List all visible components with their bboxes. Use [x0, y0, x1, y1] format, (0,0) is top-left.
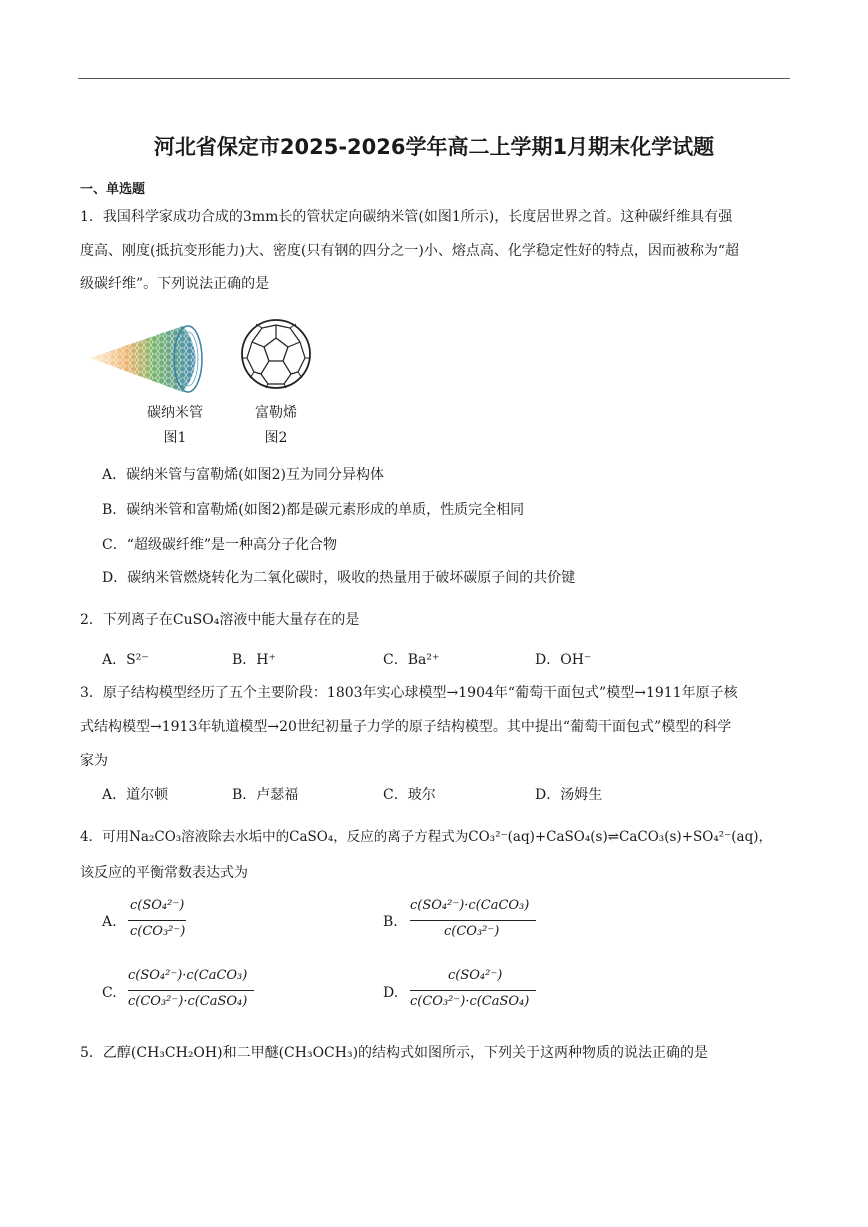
q2-option-c[interactable]: C．Ba²⁺ [383, 652, 440, 668]
q3-line-1: 3．原子结构模型经历了五个主要阶段：1803年实心球模型→1904年“葡萄干面包式”模型→1911年原子核 [80, 685, 738, 701]
figure-1-label: 图1 [163, 430, 187, 446]
q4-c-denominator: c(CO₃²⁻)·c(CaSO₄) [128, 994, 248, 1009]
carbon-nanotube-figure [88, 318, 213, 400]
q2-option-a[interactable]: A．S²⁻ [102, 652, 149, 668]
figure-1-name: 碳纳米管 [147, 405, 203, 421]
q4-d-numerator: c(SO₄²⁻) [448, 968, 503, 983]
q1-option-a[interactable]: A．碳纳米管与富勒烯(如图2)互为同分异构体 [102, 467, 384, 483]
q4-option-c-fraction[interactable] [128, 968, 258, 1020]
q4-a-fraction-bar [128, 920, 186, 921]
q4-option-d-fraction[interactable] [410, 968, 540, 1020]
q4-a-numerator: c(SO₄²⁻) [130, 898, 185, 913]
q2-stem: 2．下列离子在CuSO₄溶液中能大量存在的是 [80, 612, 360, 628]
q4-a-denominator: c(CO₃²⁻) [130, 924, 186, 939]
q1-line-1: 1．我国科学家成功合成的3mm长的管状定向碳纳米管(如图1所示)，长度居世界之首。这种碳纤维具有强 [80, 209, 733, 225]
q1-option-c[interactable]: C．“超级碳纤维”是一种高分子化合物 [102, 537, 338, 553]
q4-d-denominator: c(CO₃²⁻)·c(CaSO₄) [410, 994, 530, 1009]
q5-stem: 5．乙醇(CH₃CH₂OH)和二甲醚(CH₃OCH₃)的结构式如图所示，下列关于这两种物质的说法正确的是 [80, 1045, 709, 1061]
q3-option-a[interactable]: A．道尔顿 [102, 787, 169, 803]
page-title: 河北省保定市2025-2026学年高二上学期1月期末化学试题 [153, 135, 715, 159]
q4-option-b-label[interactable]: B. [383, 914, 398, 930]
q1-line-2: 度高、刚度(抵抗变形能力)大、密度(只有钢的四分之一)小、熔点高、化学稳定性好的特点，因而被称为“超 [80, 243, 740, 259]
q4-b-fraction-bar [410, 920, 536, 921]
section-heading: 一、单选题 [80, 182, 146, 197]
q1-option-d[interactable]: D．碳纳米管燃烧转化为二氧化碳时，吸收的热量用于破坏碳原子间的共价键 [102, 570, 576, 586]
q4-b-denominator: c(CO₃²⁻) [444, 924, 500, 939]
q4-option-a-fraction[interactable] [128, 898, 188, 950]
q4-b-numerator: c(SO₄²⁻)·c(CaCO₃) [410, 898, 530, 913]
q2-option-d[interactable]: D．OH⁻ [535, 652, 592, 668]
q3-line-3: 家为 [80, 753, 108, 769]
q4-d-fraction-bar [410, 990, 536, 991]
q4-option-a-label[interactable]: A. [102, 914, 117, 930]
q3-line-2: 式结构模型→1913年轨道模型→20世纪初量子力学的原子结构模型。其中提出“葡萄干面包式”模型的科学 [80, 719, 732, 735]
q3-option-d[interactable]: D．汤姆生 [535, 787, 603, 803]
q3-option-c[interactable]: C．玻尔 [383, 787, 436, 803]
q4-c-fraction-bar [128, 990, 254, 991]
q2-option-b[interactable]: B．H⁺ [232, 652, 276, 668]
q4-option-b-fraction[interactable] [410, 898, 540, 950]
figure-2-name: 富勒烯 [255, 405, 297, 421]
q4-stem: 4．可用Na₂CO₃溶液除去水垢中的CaSO₄，反应的离子方程式为CO₃²⁻(aq)+CaSO₄(s)⇌CaCO₃(s)+SO₄²⁻(aq)， [80, 829, 772, 845]
q1-option-b[interactable]: B．碳纳米管和富勒烯(如图2)都是碳元素形成的单质，性质完全相同 [102, 502, 525, 518]
q1-line-3: 级碳纤维”。下列说法正确的是 [80, 276, 270, 292]
q4-stem-2: 该反应的平衡常数表达式为 [80, 865, 248, 881]
header-rule [78, 78, 790, 79]
fullerene-figure [240, 316, 312, 392]
q3-option-b[interactable]: B．卢瑟福 [232, 787, 299, 803]
q4-option-c-label[interactable]: C. [102, 985, 117, 1001]
q4-c-numerator: c(SO₄²⁻)·c(CaCO₃) [128, 968, 248, 983]
q4-option-d-label[interactable]: D. [383, 985, 399, 1001]
figure-2-label: 图2 [264, 430, 288, 446]
